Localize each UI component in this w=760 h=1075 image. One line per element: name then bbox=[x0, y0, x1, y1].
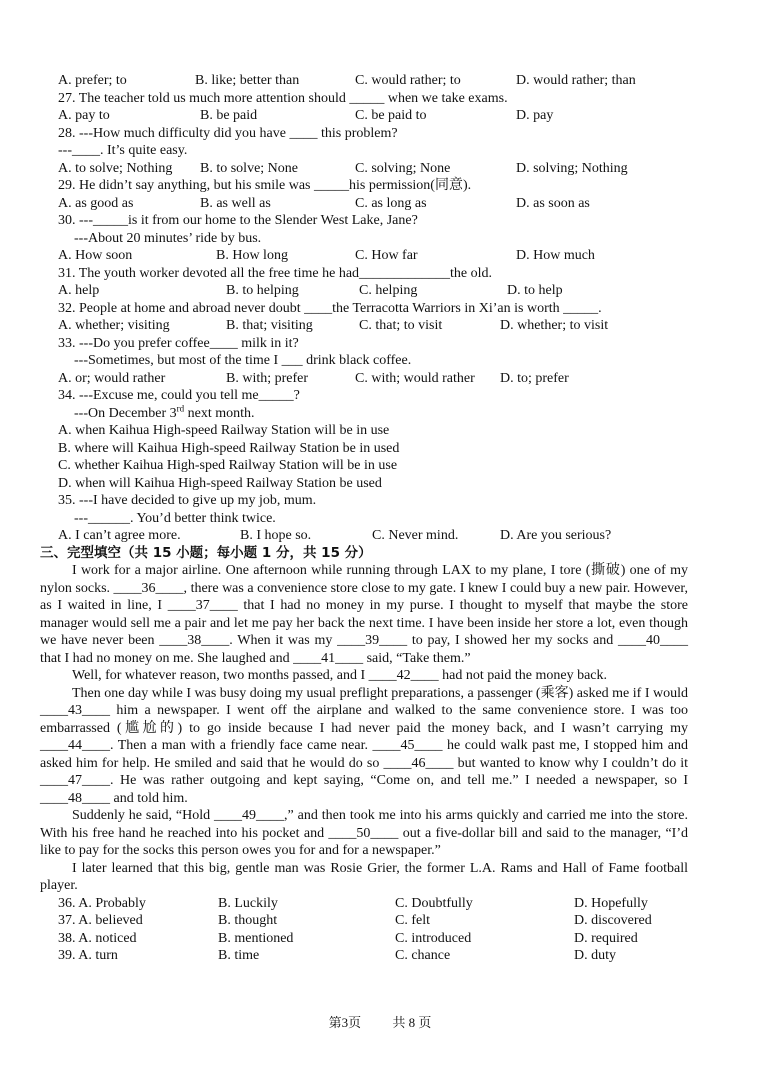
q33-stem-reply: ---Sometimes, but most of the time I ___ drink black coffee. bbox=[74, 353, 412, 368]
section-heading: 三、完型填空（共 15 小题；每小题 1 分，共 15 分） bbox=[40, 544, 372, 561]
q34-stem-reply bbox=[40, 402, 720, 423]
q29-option-c: C. as long as bbox=[355, 195, 427, 211]
q34-reply-sup: rd bbox=[176, 402, 185, 413]
q26-option-d: D. would rather; than bbox=[516, 73, 636, 88]
q32-stem: 32. People at home and abroad never doubt ____the Terracotta Warriors in Xi’an is worth _____. bbox=[58, 300, 602, 316]
answer-38-a: 38. A. noticed bbox=[58, 930, 137, 946]
q33-option-a: A. or; would rather bbox=[58, 370, 166, 386]
q35-option-d: D. Are you serious? bbox=[500, 528, 612, 543]
q33-option-b: B. with; prefer bbox=[226, 370, 309, 386]
q27-option-b: B. be paid bbox=[200, 108, 258, 123]
answer-38-c: C. introduced bbox=[395, 930, 472, 946]
q27-options bbox=[40, 107, 720, 125]
answer-37-d: D. discovered bbox=[574, 913, 652, 928]
q26-options bbox=[40, 72, 720, 90]
q34-stem: 34. ---Excuse me, could you tell me_____? bbox=[58, 388, 300, 403]
q34-reply-tail: next month. bbox=[184, 405, 255, 421]
q30-option-a: A. How soon bbox=[58, 248, 133, 263]
q27-option-d: D. pay bbox=[516, 108, 554, 123]
answer-37-c: C. felt bbox=[395, 913, 430, 928]
answer-36-d: D. Hopefully bbox=[574, 895, 648, 911]
answer-39-a: 39. A. turn bbox=[58, 948, 118, 963]
q27-option-c: C. be paid to bbox=[355, 108, 427, 123]
q28-option-d: D. solving; Nothing bbox=[516, 160, 628, 176]
q33-option-d: D. to; prefer bbox=[500, 370, 569, 386]
answer-36-a: 36. A. Probably bbox=[58, 895, 146, 911]
q26-option-c: C. would rather; to bbox=[355, 73, 461, 88]
q28-option-c: C. solving; None bbox=[355, 160, 451, 176]
q31-options bbox=[40, 282, 720, 300]
passage-paragraph: Then one day while I was busy doing my usual preflight preparations, a passenger (乘客) asked me if I would ____43____ him a newspaper. I went off the airplane and walked to the same convenience store. I was too embarrassed (尴尬的) to go inside because I had never paid the money back, and I wasn’t carrying my ____44____. Then a man with a friendly face came near. ____45____ he could walk past me, I stopped him and asked him for help. He smiled and said that he would do so ____46____ but wanted to know why I couldn’t do it ____47____. He was rather outgoing and kept saying, “Come on, and tell me.” I needed a newspaper, so I ____48____ and told him. bbox=[40, 685, 688, 806]
q26-option-a: A. prefer; to bbox=[58, 73, 127, 88]
q35-stem: 35. ---I have decided to give up my job, mum. bbox=[58, 493, 317, 508]
answer-row-36 bbox=[40, 895, 720, 913]
q32-option-d: D. whether; to visit bbox=[500, 318, 609, 333]
q34-option-c: C. whether Kaihua High-sped Railway Station will be in use bbox=[58, 458, 398, 473]
q35-option-c: C. Never mind. bbox=[372, 528, 459, 543]
q35-option-a: A. I can’t agree more. bbox=[58, 528, 181, 543]
q35-option-b: B. I hope so. bbox=[240, 528, 312, 543]
answer-39-c: C. chance bbox=[395, 948, 451, 963]
q31-option-a: A. help bbox=[58, 283, 100, 298]
q29-stem: 29. He didn’t say anything, but his smile was _____his permission(同意). bbox=[58, 178, 472, 193]
answer-row-38 bbox=[40, 930, 720, 948]
q34-option-d: D. when will Kaihua High-speed Railway Station be used bbox=[58, 475, 382, 491]
passage-paragraph: Well, for whatever reason, two months passed, and I ____42____ had not paid the money back. bbox=[72, 668, 608, 683]
q27-stem: 27. The teacher told us much more attention should _____ when we take exams. bbox=[58, 90, 508, 106]
q29-option-d: D. as soon as bbox=[516, 195, 590, 211]
q33-stem: 33. ---Do you prefer coffee____ milk in it? bbox=[58, 335, 299, 351]
q34-option-a: A. when Kaihua High-speed Railway Station will be in use bbox=[58, 423, 390, 438]
q30-option-d: D. How much bbox=[516, 248, 595, 263]
answer-37-b: B. thought bbox=[218, 913, 278, 928]
q28-option-b: B. to solve; None bbox=[200, 160, 298, 176]
q29-option-a: A. as good as bbox=[58, 195, 134, 211]
q33-option-c: C. with; would rather bbox=[355, 370, 475, 386]
page-total: 共 8 页 bbox=[392, 1015, 432, 1030]
q28-stem-reply: ---____. It’s quite easy. bbox=[58, 143, 188, 158]
q32-option-b: B. that; visiting bbox=[226, 318, 313, 333]
q35-stem-reply: ---______. You’d better think twice. bbox=[74, 510, 276, 526]
page-footer bbox=[0, 1012, 760, 1031]
page-number: 第3页 bbox=[328, 1015, 362, 1030]
q29-options bbox=[40, 195, 720, 213]
answer-row-39 bbox=[40, 947, 720, 965]
q31-option-c: C. helping bbox=[359, 283, 418, 298]
q28-stem: 28. ---How much difficulty did you have ____ this problem? bbox=[58, 125, 398, 141]
answer-36-b: B. Luckily bbox=[218, 895, 278, 911]
passage-paragraph: I work for a major airline. One afternoon while running through LAX to my plane, I tore (撕破) one of my nylon socks. ____36____, there was a convenience store close to my gate. I knew I could buy a new pair. However, as I waited in line, I ____37____ that I had no money in my purse. I thought to myself that maybe the store manager would sell me a pair and let me pay her back the next time. I have been inside her store a lot, even though we have never been ____38____. When it was my ____39____ to pay, I showed her my socks and ____40____ that I had no money on me. She laughed and ____41____ said, “Take them.” bbox=[40, 563, 688, 666]
cloze-passage bbox=[40, 562, 688, 895]
q31-stem: 31. The youth worker devoted all the free time he had_____________the old. bbox=[58, 265, 493, 281]
answer-38-d: D. required bbox=[574, 930, 638, 946]
q32-option-a: A. whether; visiting bbox=[58, 318, 170, 333]
q28-option-a: A. to solve; Nothing bbox=[58, 160, 173, 176]
question-list bbox=[40, 72, 720, 965]
q28-options bbox=[40, 160, 720, 178]
q29-option-b: B. as well as bbox=[200, 195, 271, 211]
q33-options bbox=[40, 370, 720, 388]
answer-36-c: C. Doubtfully bbox=[395, 895, 473, 911]
q26-option-b: B. like; better than bbox=[195, 73, 300, 88]
answer-38-b: B. mentioned bbox=[218, 930, 294, 946]
q31-option-d: D. to help bbox=[507, 283, 563, 298]
q30-stem: 30. ---_____is it from our home to the Slender West Lake, Jane? bbox=[58, 213, 418, 228]
q32-option-c: C. that; to visit bbox=[359, 318, 443, 333]
q30-option-b: B. How long bbox=[216, 248, 288, 263]
answer-row-37 bbox=[40, 912, 720, 930]
q31-option-b: B. to helping bbox=[226, 283, 299, 298]
q34-option-b: B. where will Kaihua High-speed Railway Station be in used bbox=[58, 440, 400, 456]
answer-39-b: B. time bbox=[218, 948, 260, 963]
q34-reply-text: ---On December 3 bbox=[74, 405, 177, 421]
passage-paragraph: I later learned that this big, gentle man was Rosie Grier, the former L.A. Rams and Hall of Fame football player. bbox=[40, 860, 688, 893]
q30-option-c: C. How far bbox=[355, 248, 418, 263]
q35-options bbox=[40, 527, 720, 545]
answer-39-d: D. duty bbox=[574, 948, 616, 963]
q27-option-a: A. pay to bbox=[58, 108, 110, 123]
q32-options bbox=[40, 317, 720, 335]
passage-paragraph: Suddenly he said, “Hold ____49____,” and then took me into his arms quickly and carried me into the store. With his free hand he reached into his pocket and ____50____ out a five-dollar bill and said to the manager, “I’d like to pay for the socks this person owes you for and for a newspaper.” bbox=[40, 808, 688, 858]
q30-stem-reply: ---About 20 minutes’ ride by bus. bbox=[74, 230, 262, 246]
answer-37-a: 37. A. believed bbox=[58, 913, 143, 928]
q30-options bbox=[40, 247, 720, 265]
